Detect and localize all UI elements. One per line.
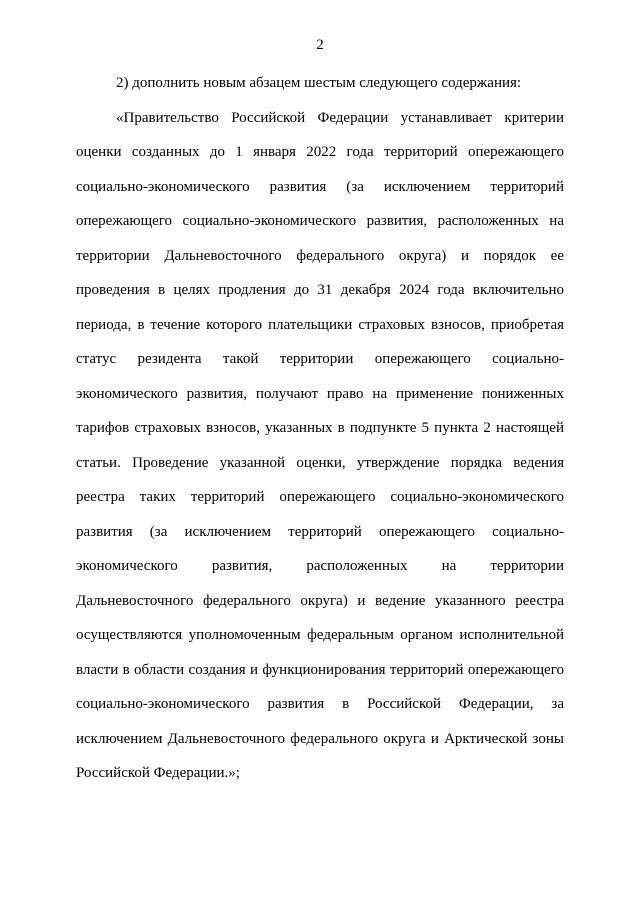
quoted-paragraph-line: опережающего социально-экономического развития, расположенных на xyxy=(76,213,564,229)
quoted-paragraph-line: исключением Дальневосточного федерального округа и Арктической зоны xyxy=(76,730,564,747)
quoted-paragraph-line: социально-экономического развития (за исключением территорий xyxy=(76,178,564,195)
quoted-paragraph-line: проведения в целях продления до 31 декабря 2024 года включительно xyxy=(76,282,564,298)
quoted-paragraph-line: осуществляются уполномоченным федеральным органом исполнительной xyxy=(76,627,564,643)
quoted-paragraph-line: оценки созданных до 1 января 2022 года территорий опережающего xyxy=(76,144,564,160)
paragraph-intro-line: 2) дополнить новым абзацем шестым следующего содержания: xyxy=(116,75,522,91)
quoted-paragraph-last-line: Российской Федерации.»; xyxy=(76,765,240,781)
quoted-paragraph-line: статус резидента такой территории опережающего социально- xyxy=(76,351,564,367)
quoted-paragraph-line: статьи. Проведение указанной оценки, утверждение порядка ведения xyxy=(76,454,564,471)
quoted-paragraph-line: социально-экономического развития в Российской Федерации, за xyxy=(76,696,564,712)
quoted-paragraph-line: экономического развития, получают право на применение пониженных xyxy=(76,385,564,402)
quoted-paragraph-line: власти в области создания и функционирования территорий опережающего xyxy=(76,661,564,678)
quoted-paragraph-line: экономического развития, расположенных на территории xyxy=(76,558,564,574)
quoted-paragraph-line: территории Дальневосточного федерального округа) и порядок ее xyxy=(76,247,564,264)
quoted-paragraph-line: периода, в течение которого плательщики страховых взносов, приобретая xyxy=(76,316,564,333)
quoted-paragraph-line: реестра таких территорий опережающего социально-экономического xyxy=(76,489,564,505)
quoted-paragraph-line: Дальневосточного федерального округа) и ведение указанного реестра xyxy=(76,592,564,609)
quoted-paragraph-line: тарифов страховых взносов, указанных в подпункте 5 пункта 2 настоящей xyxy=(76,420,564,436)
page-number: 2 xyxy=(316,37,324,53)
quoted-paragraph-line: «Правительство Российской Федерации устанавливает критерии xyxy=(116,109,564,126)
document-body xyxy=(76,74,564,799)
quoted-paragraph-line: развития (за исключением территорий опережающего социально- xyxy=(76,523,564,540)
